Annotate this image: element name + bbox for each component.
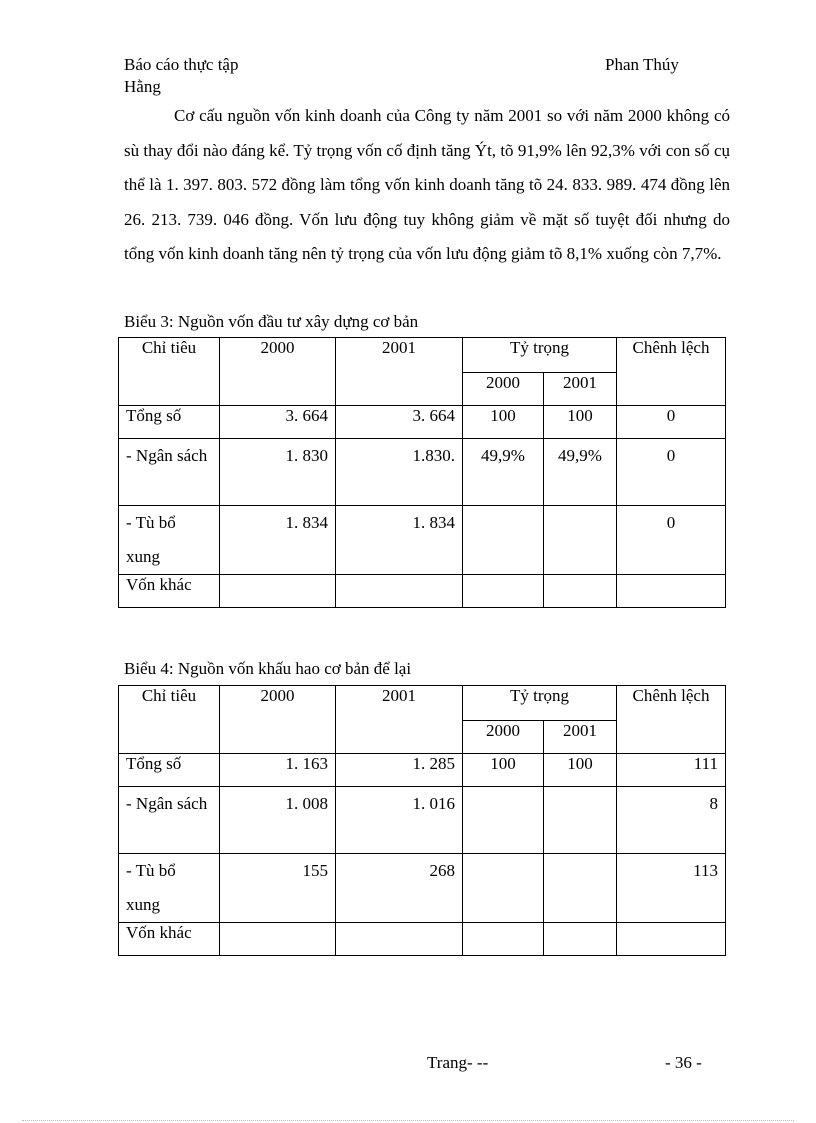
report-title: Báo cáo thực tập (124, 55, 239, 74)
cell-2000: 1. 008 (220, 787, 336, 854)
header-ratio-2001: 2001 (544, 373, 617, 406)
header-difference: Chênh lệch (617, 338, 726, 406)
table-row (119, 754, 726, 787)
cell-2001: 268 (336, 854, 463, 923)
author-name: Phan Thúy (605, 55, 679, 74)
cell-2001: 1. 834 (336, 506, 463, 575)
page-label: Trang- -- (427, 1053, 489, 1072)
cell-2000: 155 (220, 854, 336, 923)
cell-difference: 0 (617, 506, 726, 575)
row-label: - Tù bổ xung (119, 506, 220, 575)
table-row (119, 787, 726, 854)
cell-difference: 0 (617, 406, 726, 439)
cell-difference: 111 (617, 754, 726, 787)
header-ratio: Tỷ trọng (463, 686, 617, 721)
cell-difference: 113 (617, 854, 726, 923)
header-indicator: Chỉ tiêu (119, 686, 220, 754)
cell-ratio-2001 (544, 506, 617, 575)
header-indicator: Chỉ tiêu (119, 338, 220, 406)
cell-2000: 1. 834 (220, 506, 336, 575)
header-ratio: Tỷ trọng (463, 338, 617, 373)
cell-2001 (336, 575, 463, 608)
cell-difference (617, 923, 726, 956)
cell-2001 (336, 923, 463, 956)
cell-ratio-2001 (544, 923, 617, 956)
cell-ratio-2000: 100 (463, 754, 544, 787)
cell-ratio-2001 (544, 575, 617, 608)
cell-2001: 3. 664 (336, 406, 463, 439)
header-left (124, 54, 238, 98)
page-bottom-divider (22, 1120, 794, 1121)
header-2001: 2001 (336, 686, 463, 754)
row-label: Vốn khác (119, 575, 220, 608)
header-2000: 2000 (220, 338, 336, 406)
header-difference: Chênh lệch (617, 686, 726, 754)
author-name-continued: Hằng (124, 77, 161, 96)
cell-ratio-2001 (544, 787, 617, 854)
header-ratio-2000: 2000 (463, 721, 544, 754)
cell-2001: 1.830. (336, 439, 463, 506)
cell-2000: 1. 163 (220, 754, 336, 787)
cell-2000: 3. 664 (220, 406, 336, 439)
cell-difference: 0 (617, 439, 726, 506)
row-label: - Ngân sách (119, 787, 220, 854)
cell-ratio-2000: 49,9% (463, 439, 544, 506)
header-2001: 2001 (336, 338, 463, 406)
cell-ratio-2001: 100 (544, 754, 617, 787)
cell-2001: 1. 285 (336, 754, 463, 787)
cell-ratio-2001: 49,9% (544, 439, 617, 506)
page-number: - 36 - (665, 1053, 702, 1072)
cell-difference: 8 (617, 787, 726, 854)
table-row (119, 923, 726, 956)
cell-2000: 1. 830 (220, 439, 336, 506)
row-label: - Ngân sách (119, 439, 220, 506)
cell-2001: 1. 016 (336, 787, 463, 854)
cell-2000 (220, 923, 336, 956)
table-row (119, 854, 726, 923)
table3 (118, 337, 726, 608)
table3-caption: Biểu 3: Nguồn vốn đầu tư xây dựng cơ bản (124, 312, 419, 331)
table-row (119, 506, 726, 575)
row-label: Tổng số (119, 406, 220, 439)
cell-ratio-2000 (463, 787, 544, 854)
cell-difference (617, 575, 726, 608)
row-label: Tổng số (119, 754, 220, 787)
table-row (119, 439, 726, 506)
header-ratio-2001: 2001 (544, 721, 617, 754)
table-row (119, 575, 726, 608)
body-paragraph: Cơ cấu nguồn vốn kinh doanh của Công ty năm 2001 so với năm 2000 không có sù thay đổi nào đáng kể. Tỷ trọng vốn cố định tăng Ýt, tõ 91,9% lên 92,3% với con số cụ thể là 1. 397. 803. 572 đồng làm tổng vốn kinh doanh tăng tõ 24. 833. 989. 474 đồng lên 26. 213. 739. 046 đồng. Vốn lưu động tuy không giảm về mặt số tuyệt đối nhưng do tổng vốn kinh doanh tăng nên tỷ trọng của vốn lưu động giảm tõ 8,1% xuống còn 7,7%. (124, 106, 730, 263)
row-label: - Tù bổ xung (119, 854, 220, 923)
cell-ratio-2000 (463, 854, 544, 923)
row-label: Vốn khác (119, 923, 220, 956)
table-row (119, 406, 726, 439)
cell-ratio-2000 (463, 506, 544, 575)
header-ratio-2000: 2000 (463, 373, 544, 406)
cell-ratio-2001 (544, 854, 617, 923)
table4 (118, 685, 726, 956)
cell-ratio-2000 (463, 923, 544, 956)
cell-ratio-2000: 100 (463, 406, 544, 439)
table4-caption: Biểu 4: Nguồn vốn khấu hao cơ bản để lại (124, 659, 412, 678)
cell-2000 (220, 575, 336, 608)
cell-ratio-2001: 100 (544, 406, 617, 439)
cell-ratio-2000 (463, 575, 544, 608)
header-2000: 2000 (220, 686, 336, 754)
